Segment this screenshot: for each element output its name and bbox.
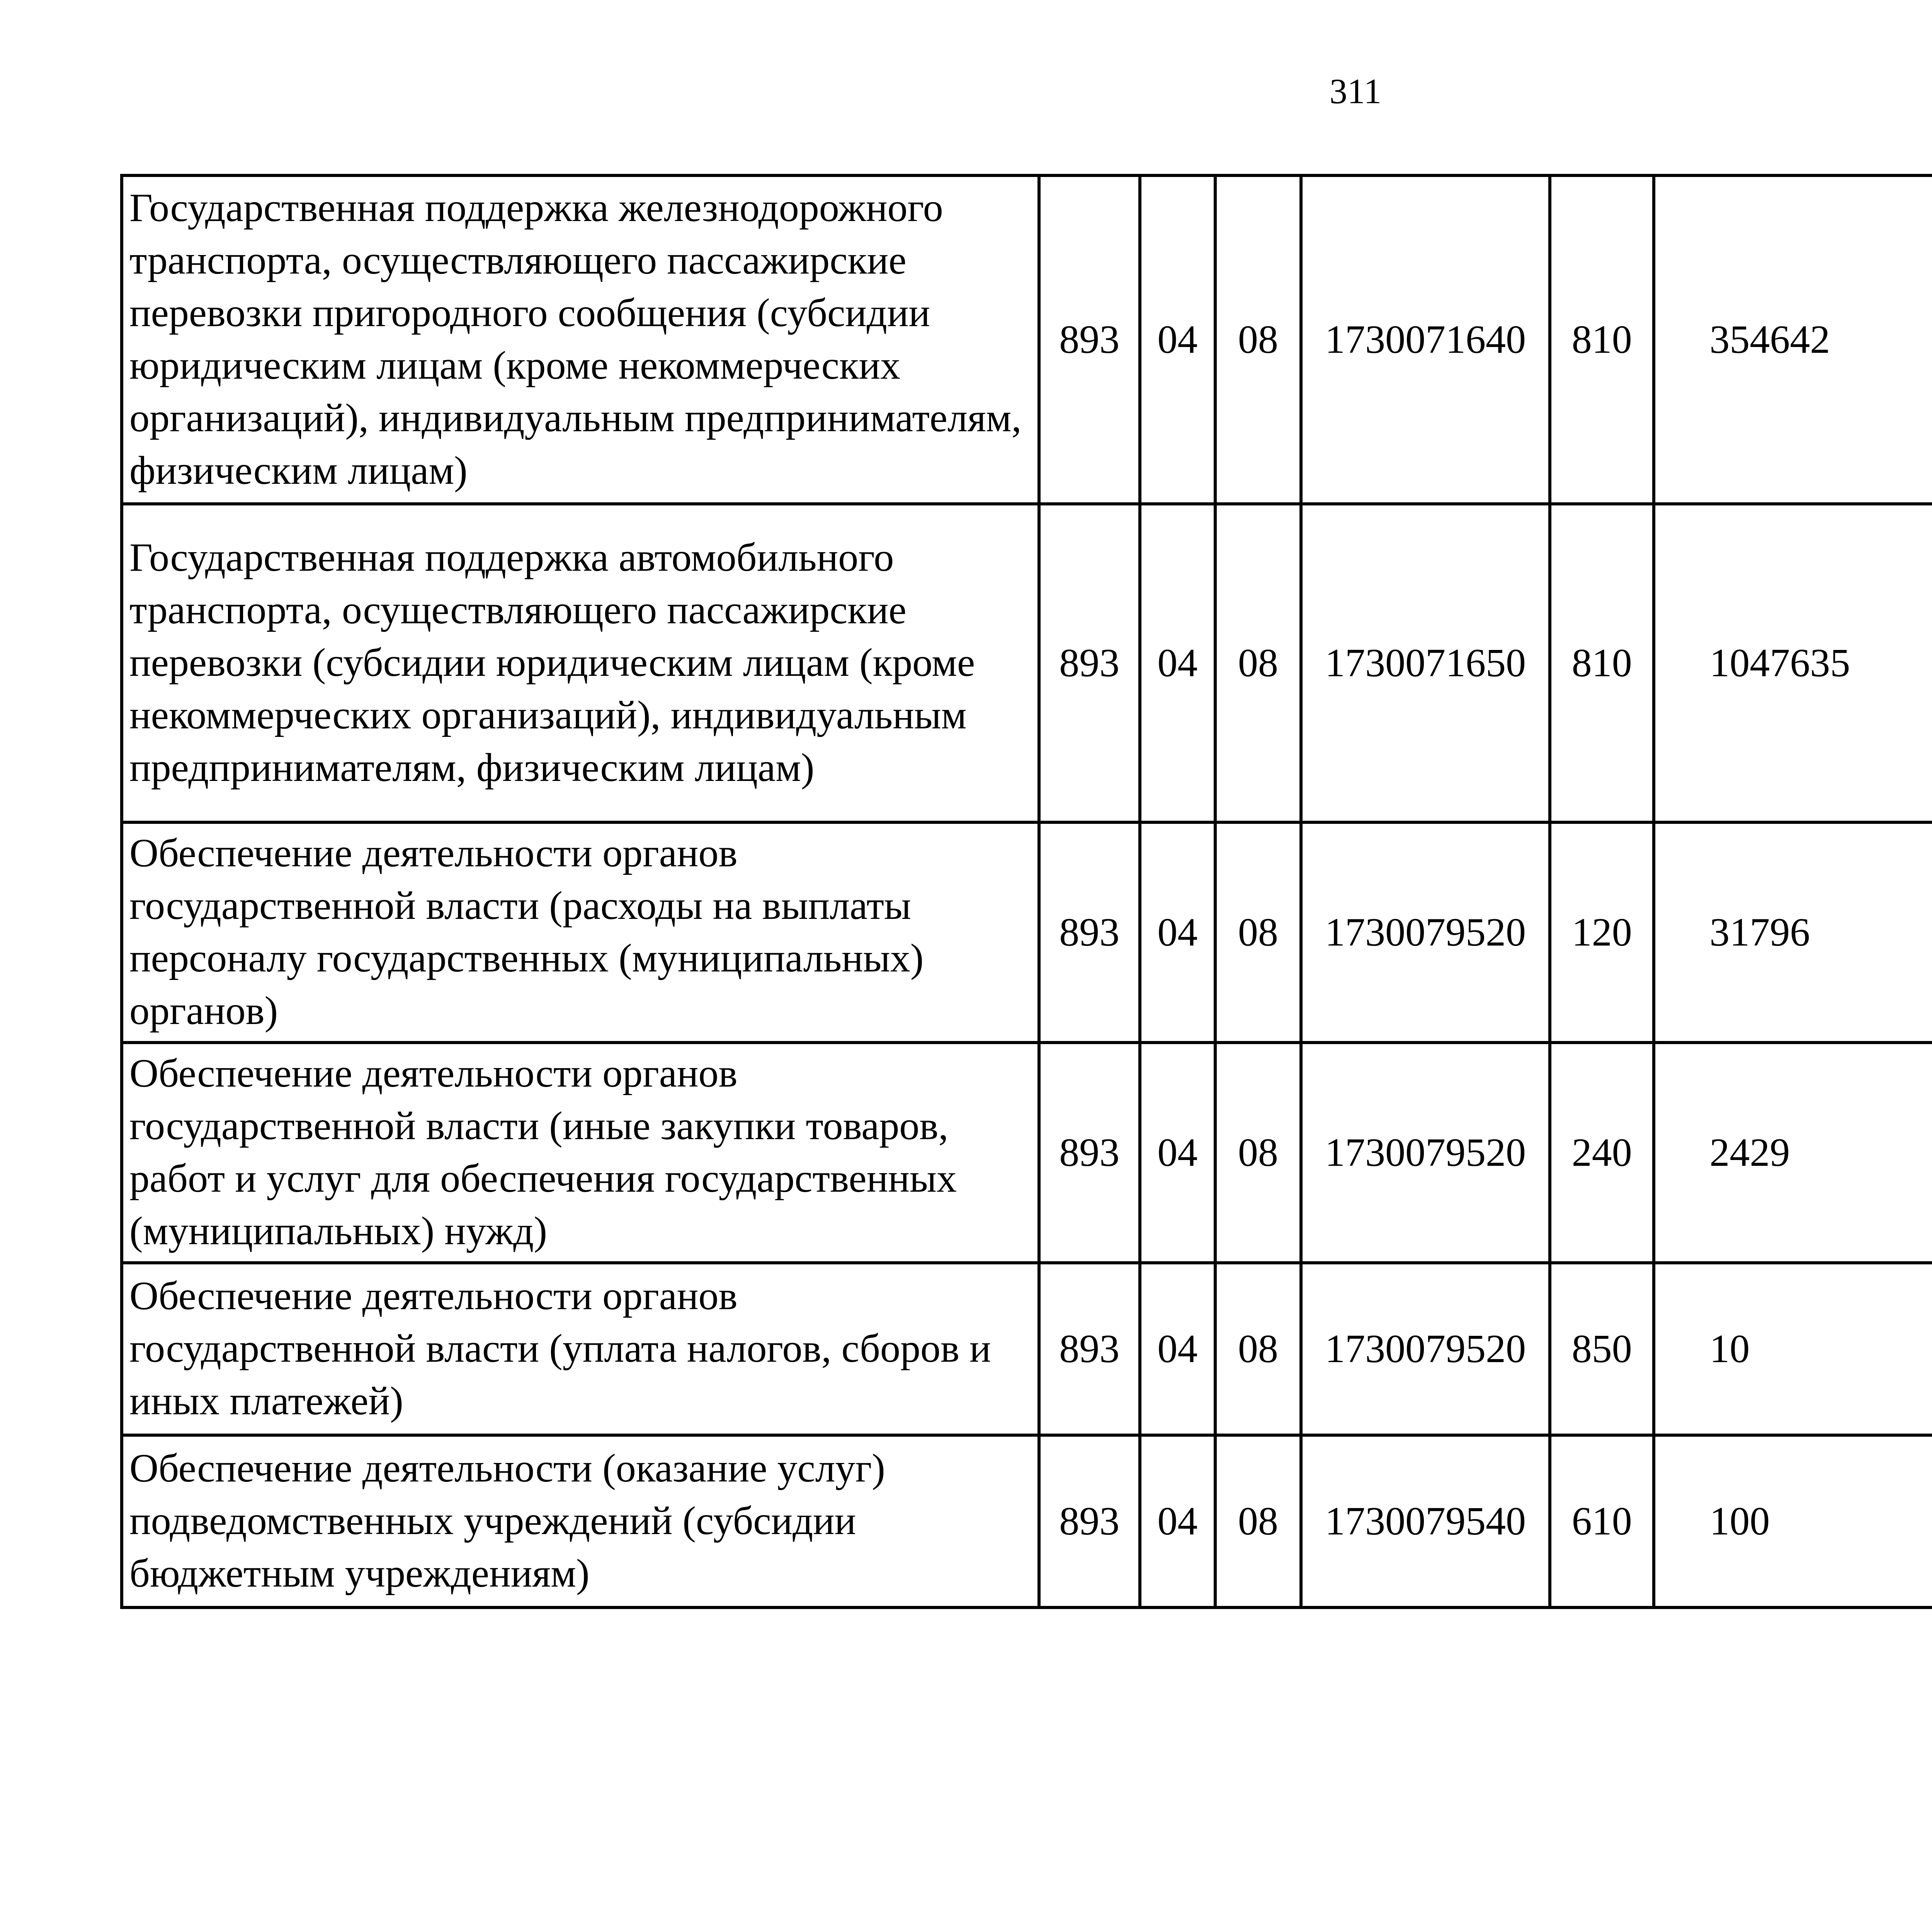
expense-type-code: 120: [1550, 822, 1654, 1043]
expense-type-code: 610: [1550, 1435, 1654, 1607]
row-description: Государственная поддержка автомобильного транспорта, осуществляющего пассажирские перевозки (субсидии юридическим лицам (кроме некоммерческих организаций), индивидуальным предпринимателям, физическим лицам): [122, 504, 1039, 822]
expense-type-code: 850: [1550, 1263, 1654, 1435]
table-row: [122, 822, 1932, 1043]
amount-1: 354642: [1654, 175, 1932, 504]
subsection-code: 08: [1215, 1263, 1301, 1435]
table-row: [122, 504, 1932, 822]
subsection-code: 08: [1215, 504, 1301, 822]
ministry-code: 893: [1039, 175, 1140, 504]
row-description: Государственная поддержка железнодорожного транспорта, осуществляющего пассажирские перевозки пригородного сообщения (субсидии юридическим лицам (кроме некоммерческих организаций), индивидуальным предпринимателям, физическим лицам): [122, 175, 1039, 504]
amount-1: 2429: [1654, 1043, 1932, 1263]
amount-1: 1047635: [1654, 504, 1932, 822]
section-code: 04: [1140, 822, 1215, 1043]
subsection-code: 08: [1215, 1435, 1301, 1607]
ministry-code: 893: [1039, 1043, 1140, 1263]
target-article-code: 1730079520: [1301, 822, 1550, 1043]
subsection-code: 08: [1215, 175, 1301, 504]
ministry-code: 893: [1039, 1435, 1140, 1607]
row-description: Обеспечение деятельности органов государственной власти (расходы на выплаты персоналу государственных (муниципальных) органов): [122, 822, 1039, 1043]
ministry-code: 893: [1039, 504, 1140, 822]
subsection-code: 08: [1215, 822, 1301, 1043]
target-article-code: 1730079540: [1301, 1435, 1550, 1607]
amount-1: 10: [1654, 1263, 1932, 1435]
table-row: [122, 1435, 1932, 1607]
row-description: Обеспечение деятельности (оказание услуг) подведомственных учреждений (субсидии бюджетным учреждениям): [122, 1435, 1039, 1607]
table-row: [122, 175, 1932, 504]
expense-type-code: 810: [1550, 175, 1654, 504]
amount-1: 31796: [1654, 822, 1932, 1043]
row-description: Обеспечение деятельности органов государственной власти (уплата налогов, сборов и иных платежей): [122, 1263, 1039, 1435]
table-row: [122, 1263, 1932, 1435]
section-code: 04: [1140, 1043, 1215, 1263]
section-code: 04: [1140, 1263, 1215, 1435]
target-article-code: 1730071650: [1301, 504, 1550, 822]
expense-type-code: 810: [1550, 504, 1654, 822]
amount-1: 100: [1654, 1435, 1932, 1607]
section-code: 04: [1140, 504, 1215, 822]
ministry-code: 893: [1039, 1263, 1140, 1435]
budget-table: [120, 174, 1932, 1609]
section-code: 04: [1140, 175, 1215, 504]
page-number: 311: [1329, 71, 1382, 111]
subsection-code: 08: [1215, 1043, 1301, 1263]
target-article-code: 1730079520: [1301, 1043, 1550, 1263]
target-article-code: 1730079520: [1301, 1263, 1550, 1435]
section-code: 04: [1140, 1435, 1215, 1607]
row-description: Обеспечение деятельности органов государственной власти (иные закупки товаров, работ и услуг для обеспечения государственных (муниципальных) нужд): [122, 1043, 1039, 1263]
ministry-code: 893: [1039, 822, 1140, 1043]
target-article-code: 1730071640: [1301, 175, 1550, 504]
table-row: [122, 1043, 1932, 1263]
expense-type-code: 240: [1550, 1043, 1654, 1263]
